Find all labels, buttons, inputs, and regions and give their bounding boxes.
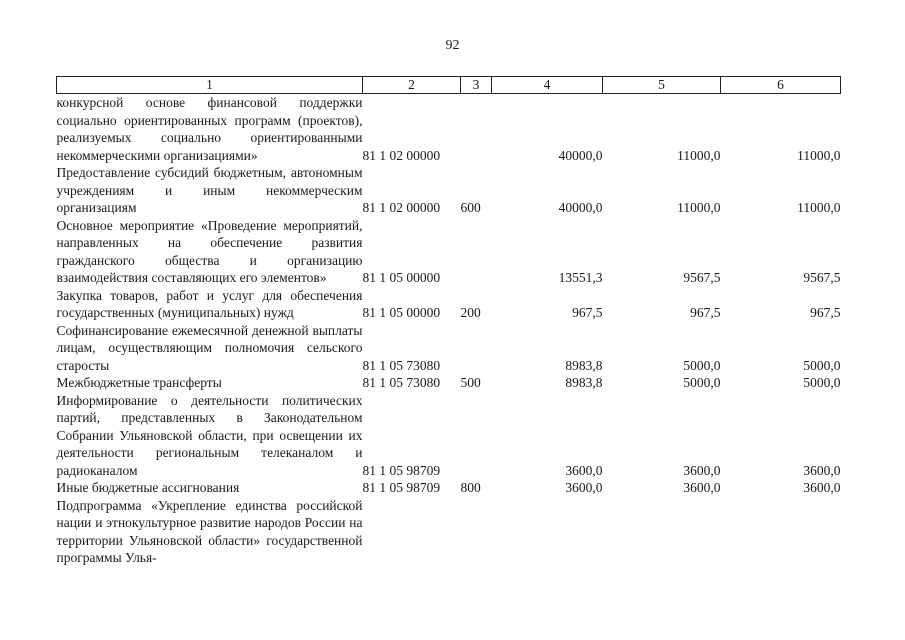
row-value-5: 11000,0 bbox=[677, 147, 721, 163]
row-value-4: 8983,8 bbox=[565, 375, 603, 390]
row-value-6: 967,5 bbox=[810, 305, 841, 320]
row-name: Софинансирование ежемесячной денежной выплаты лицам, осуществляющим полномочия сельского старосты bbox=[56, 322, 363, 373]
row-type bbox=[461, 94, 492, 165]
row-name: Иные бюджетные ассигнования bbox=[56, 480, 240, 495]
header-col-2: 2 bbox=[363, 77, 461, 94]
row-value-6: 11000,0 bbox=[797, 200, 841, 215]
row-value-4: 8983,8 bbox=[565, 357, 603, 373]
row-name: конкурсной основе финансовой поддержки социально ориентированных программ (проектов), реализуемых социально ориентированными некоммерческими организациями» bbox=[56, 95, 363, 163]
header-col-6: 6 bbox=[721, 77, 841, 94]
header-row bbox=[57, 77, 841, 94]
header-col-3: 3 bbox=[461, 77, 492, 94]
header-col-1: 1 bbox=[57, 77, 363, 94]
row-value-5: 11000,0 bbox=[677, 200, 721, 215]
row-value-4: 13551,3 bbox=[558, 270, 603, 285]
row-name: Подпрограмма «Укрепление единства российской нации и этнокультурное развитие народов России на территории Ульяновской области» государственной программы Улья- bbox=[56, 497, 363, 565]
row-name: Предоставление субсидий бюджетным, автономным учреждениям и иным некоммерческим организациям bbox=[56, 165, 363, 215]
row-value-6: 5000,0 bbox=[803, 357, 841, 373]
row-code: 81 1 05 73080 bbox=[362, 357, 441, 373]
row-type bbox=[461, 497, 492, 567]
row-code: 81 1 05 00000 bbox=[362, 305, 441, 320]
row-value-5: 5000,0 bbox=[683, 357, 721, 373]
row-value-6: 3600,0 bbox=[803, 480, 841, 495]
row-code: 81 1 02 00000 bbox=[362, 147, 441, 163]
row-code bbox=[363, 497, 461, 567]
row-type bbox=[461, 217, 492, 287]
row-value-4: 3600,0 bbox=[565, 462, 603, 478]
row-type: 200 bbox=[460, 305, 481, 320]
table-row bbox=[57, 322, 841, 375]
row-name: Информирование о деятельности политических партий, представленных в Законодательном Собрании Ульяновской области, при освещении их деятельности региональным телеканалом и радиоканалом bbox=[56, 392, 363, 478]
header-col-5: 5 bbox=[603, 77, 721, 94]
table-row bbox=[57, 479, 841, 497]
row-value-5: 967,5 bbox=[690, 305, 721, 320]
row-type: 800 bbox=[460, 480, 481, 495]
row-name: Закупка товаров, работ и услуг для обеспечения государственных (муниципальных) нужд bbox=[56, 287, 363, 320]
row-value-4: 3600,0 bbox=[565, 480, 603, 495]
row-type: 600 bbox=[460, 200, 481, 215]
row-value-6: 3600,0 bbox=[803, 462, 841, 478]
table-row bbox=[57, 94, 841, 165]
table-row bbox=[57, 217, 841, 287]
table-row bbox=[57, 164, 841, 217]
row-value-6: 11000,0 bbox=[797, 147, 841, 163]
row-value-4 bbox=[492, 497, 603, 567]
row-type bbox=[461, 322, 492, 375]
row-code: 81 1 05 98709 bbox=[362, 462, 441, 478]
row-name: Основное мероприятие «Проведение мероприятий, направленных на обеспечение развития гражданского общества и организацию взаимодействия составляющих его элементов» bbox=[56, 217, 363, 285]
row-name: Межбюджетные трансферты bbox=[56, 375, 222, 390]
row-value-4: 40000,0 bbox=[558, 200, 603, 215]
table-row bbox=[57, 287, 841, 322]
row-type: 500 bbox=[460, 375, 481, 390]
row-value-6: 9567,5 bbox=[803, 270, 841, 285]
table-row bbox=[57, 374, 841, 392]
row-value-4: 967,5 bbox=[572, 305, 603, 320]
page-number: 92 bbox=[445, 38, 460, 53]
row-value-4: 40000,0 bbox=[558, 147, 603, 163]
row-value-6 bbox=[721, 497, 841, 567]
row-code: 81 1 05 00000 bbox=[362, 270, 441, 285]
header-col-4: 4 bbox=[492, 77, 603, 94]
row-code: 81 1 05 98709 bbox=[362, 480, 441, 495]
row-value-6: 5000,0 bbox=[803, 375, 841, 390]
table-row bbox=[57, 497, 841, 567]
row-type bbox=[461, 392, 492, 480]
row-value-5: 3600,0 bbox=[683, 462, 721, 478]
row-value-5: 5000,0 bbox=[683, 375, 721, 390]
row-code: 81 1 05 73080 bbox=[362, 375, 441, 390]
row-value-5: 3600,0 bbox=[683, 480, 721, 495]
row-code: 81 1 02 00000 bbox=[362, 200, 441, 215]
table-row bbox=[57, 392, 841, 480]
budget-table bbox=[56, 76, 841, 567]
row-value-5 bbox=[603, 497, 721, 567]
row-value-5: 9567,5 bbox=[683, 270, 721, 285]
